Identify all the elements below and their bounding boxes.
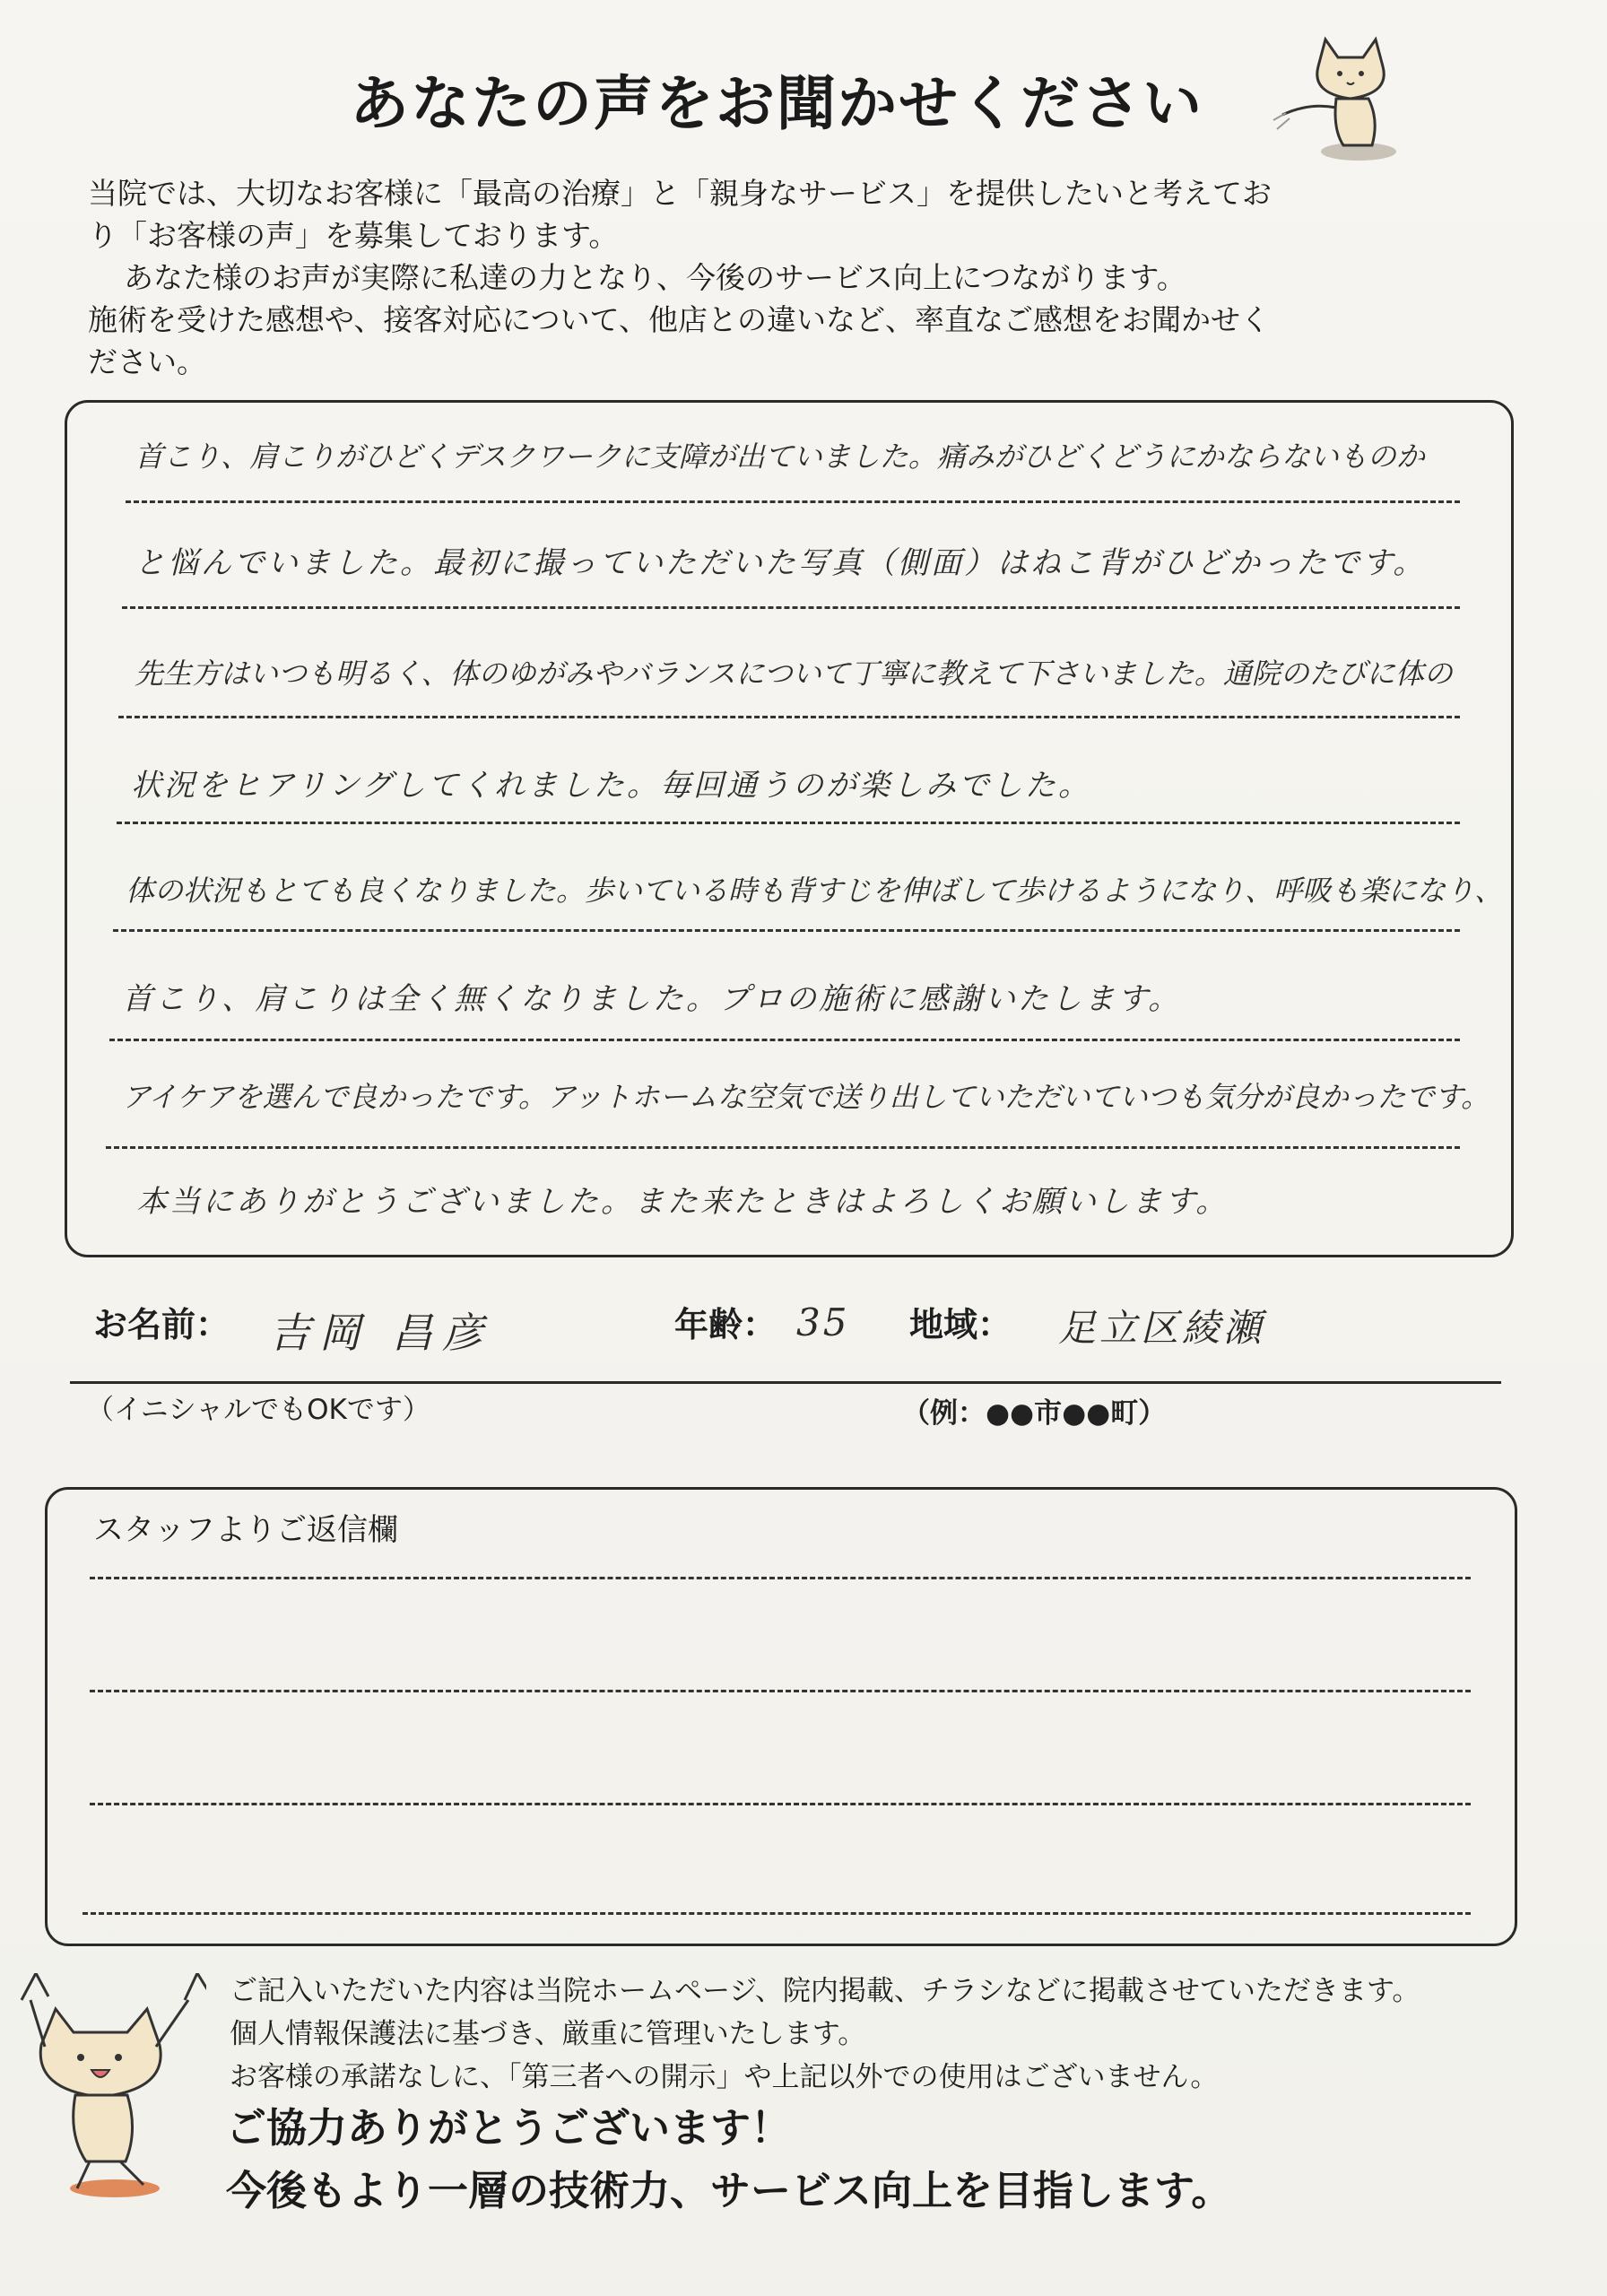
handwritten-line: 先生方はいつも明るく、体のゆがみやバランスについて丁寧に教えて下さいました。通院のたびに体の — [135, 657, 1453, 691]
notice-line: ご記入いただいた内容は当院ホームページ、院内掲載、チラシなどに掲載させていただきます。 — [230, 1975, 1420, 2007]
dashed-rule — [90, 1803, 1471, 1805]
age-label: 年齢： — [674, 1305, 777, 1344]
dashed-rule — [118, 716, 1460, 718]
area-value: 足立区綾瀬 — [1058, 1306, 1265, 1350]
handwritten-line: 本当にありがとうございました。また来たときはよろしくお願いします。 — [136, 1184, 1229, 1220]
privacy-notice — [230, 1970, 1575, 2099]
initial-note: （イニシャルでもOKです） — [86, 1394, 430, 1426]
intro-line: 当院では、大切なお客様に「最高の治療」と「親身なサービス」を提供したいと考えてお — [88, 176, 1272, 211]
thanks-line: 今後もより一層の技術力、サービス向上を目指します。 — [226, 2167, 1232, 2214]
intro-line: 施術を受けた感想や、接客対応について、他店との違いなど、率直なご感想をお聞かせく — [88, 302, 1271, 337]
age-value: 35 — [796, 1300, 850, 1344]
handwritten-line: と悩んでいました。最初に撮っていただいた写真（側面）はねこ背がひどかったです。 — [135, 545, 1427, 581]
thanks-line: ご協力ありがとうございます！ — [226, 2104, 792, 2152]
form-underline — [70, 1381, 1501, 1384]
notice-line: 個人情報保護法に基づき、厳重に管理いたします。 — [230, 2018, 866, 2050]
thanks-message — [226, 2097, 1571, 2222]
staff-reply-box — [45, 1487, 1517, 1946]
handwritten-line: 首こり、肩こりは全く無くなりました。プロの施術に感謝いたします。 — [122, 981, 1182, 1017]
handwritten-line: 体の状況もとても良くなりました。歩いている時も背すじを伸ばして歩けるようになり、呼吸も楽になり、 — [126, 874, 1504, 908]
intro-line: ださい。 — [88, 344, 206, 379]
name-value: 吉岡 昌彦 — [269, 1309, 492, 1357]
dashed-rule — [126, 500, 1460, 503]
page-title: あなたの声をお聞かせください — [350, 69, 1203, 138]
intro-line: り「お客様の声」を募集しております。 — [88, 218, 619, 253]
dashed-rule — [109, 1039, 1460, 1041]
dashed-rule — [113, 929, 1460, 932]
dashed-rule — [83, 1912, 1471, 1915]
handwritten-line: アイケアを選んで良かったです。アットホームな空気で送り出していただいていつも気分が良かったです。 — [122, 1080, 1490, 1114]
handwritten-line: 状況をヒアリングしてくれました。毎回通うのが楽しみでした。 — [131, 768, 1091, 804]
dashed-rule — [90, 1577, 1471, 1579]
comment-box — [65, 400, 1514, 1257]
area-example: （例：●●市●●町） — [902, 1397, 1167, 1430]
name-label: お名前： — [93, 1305, 230, 1344]
dashed-rule — [122, 606, 1460, 609]
intro-line: あなた様のお声が実際に私達の力となり、今後のサービス向上につながります。 — [124, 260, 1186, 295]
cheering-cat-illustration — [9, 1973, 206, 2206]
intro-text — [88, 172, 1541, 383]
notice-line: お客様の承諾なしに、「第三者への開示」や上記以外での使用はございません。 — [230, 2061, 1219, 2093]
dashed-rule — [117, 822, 1460, 824]
waving-cat-illustration — [1264, 30, 1417, 165]
reply-label: スタッフよりご返信欄 — [93, 1512, 398, 1548]
dashed-rule — [90, 1690, 1471, 1692]
handwritten-line: 首こり、肩こりがひどくデスクワークに支障が出ていました。痛みがひどくどうにかならないものか — [135, 439, 1425, 474]
dashed-rule — [106, 1146, 1460, 1149]
area-label: 地域： — [909, 1305, 1012, 1344]
